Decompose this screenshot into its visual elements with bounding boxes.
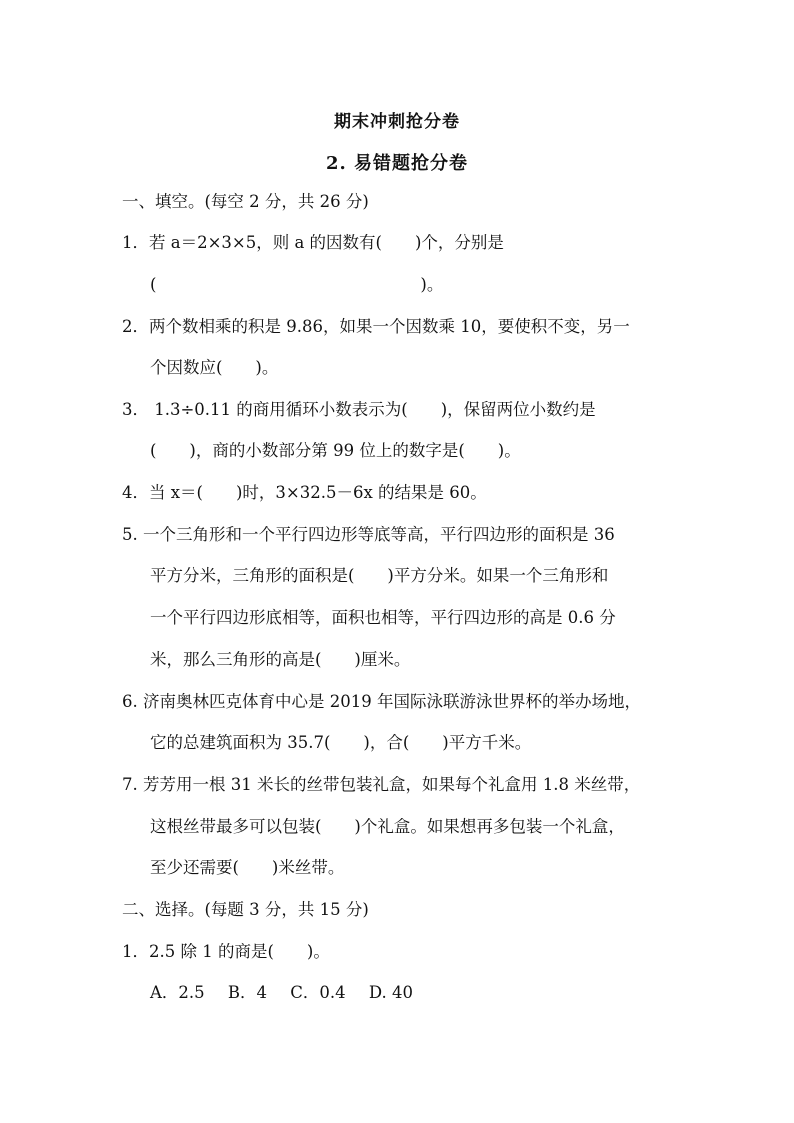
section2-heading: 二、选择。(每题 3 分，共 15 分): [122, 900, 369, 919]
q7-line3: 至少还需要( )米丝带。: [150, 858, 345, 877]
q6-line1: 6. 济南奥林匹克体育中心是 2019 年国际泳联游泳世界杯的举办场地，: [122, 692, 641, 711]
option-a[interactable]: A．2.5: [150, 983, 205, 1002]
q1-line1: 1．若 a＝2×3×5，则 a 的因数有( )个，分别是: [122, 233, 504, 252]
q3-line1: 3． 1.3÷0.11 的商用循环小数表示为( )，保留两位小数约是: [122, 400, 596, 419]
page-subtitle: 2. 易错题抢分卷: [325, 153, 469, 174]
option-b[interactable]: B．4: [227, 983, 268, 1002]
q2-line2: 个因数应( )。: [150, 358, 279, 377]
option-d[interactable]: D. 40: [368, 983, 414, 1002]
q5-line4: 米，那么三角形的高是( )厘米。: [150, 650, 411, 669]
q4-line1: 4．当 x＝( )时，3×32.5－6x 的结果是 60。: [122, 483, 487, 502]
page-title: 期末冲刺抢分卷: [334, 112, 460, 132]
q7-line2: 这根丝带最多可以包装( )个礼盒。如果想再多包装一个礼盒，: [150, 817, 625, 836]
q3-line2: ( )，商的小数部分第 99 位上的数字是( )。: [150, 441, 521, 460]
q6-line2: 它的总建筑面积为 35.7( )，合( )平方千米。: [150, 733, 532, 752]
option-c[interactable]: C．0.4: [290, 983, 346, 1002]
q2-line1: 2．两个数相乘的积是 9.86，如果一个因数乘 10，要使积不变，另一: [122, 317, 630, 336]
section1-heading: 一、填空。(每空 2 分，共 26 分): [122, 192, 369, 211]
q5-line2: 平方分米，三角形的面积是( )平方分米。如果一个三角形和: [150, 566, 609, 585]
choice-q1-options: [150, 981, 710, 1005]
q7-line1: 7. 芳芳用一根 31 米长的丝带包装礼盒，如果每个礼盒用 1.8 米丝带，: [122, 775, 641, 794]
choice-q1: 1．2.5 除 1 的商是( )。: [122, 942, 330, 961]
q1-line2: ( )。: [150, 275, 444, 294]
q5-line3: 一个平行四边形底相等，面积也相等，平行四边形的高是 0.6 分: [150, 608, 616, 627]
q5-line1: 5. 一个三角形和一个平行四边形等底等高，平行四边形的面积是 36: [122, 525, 615, 544]
